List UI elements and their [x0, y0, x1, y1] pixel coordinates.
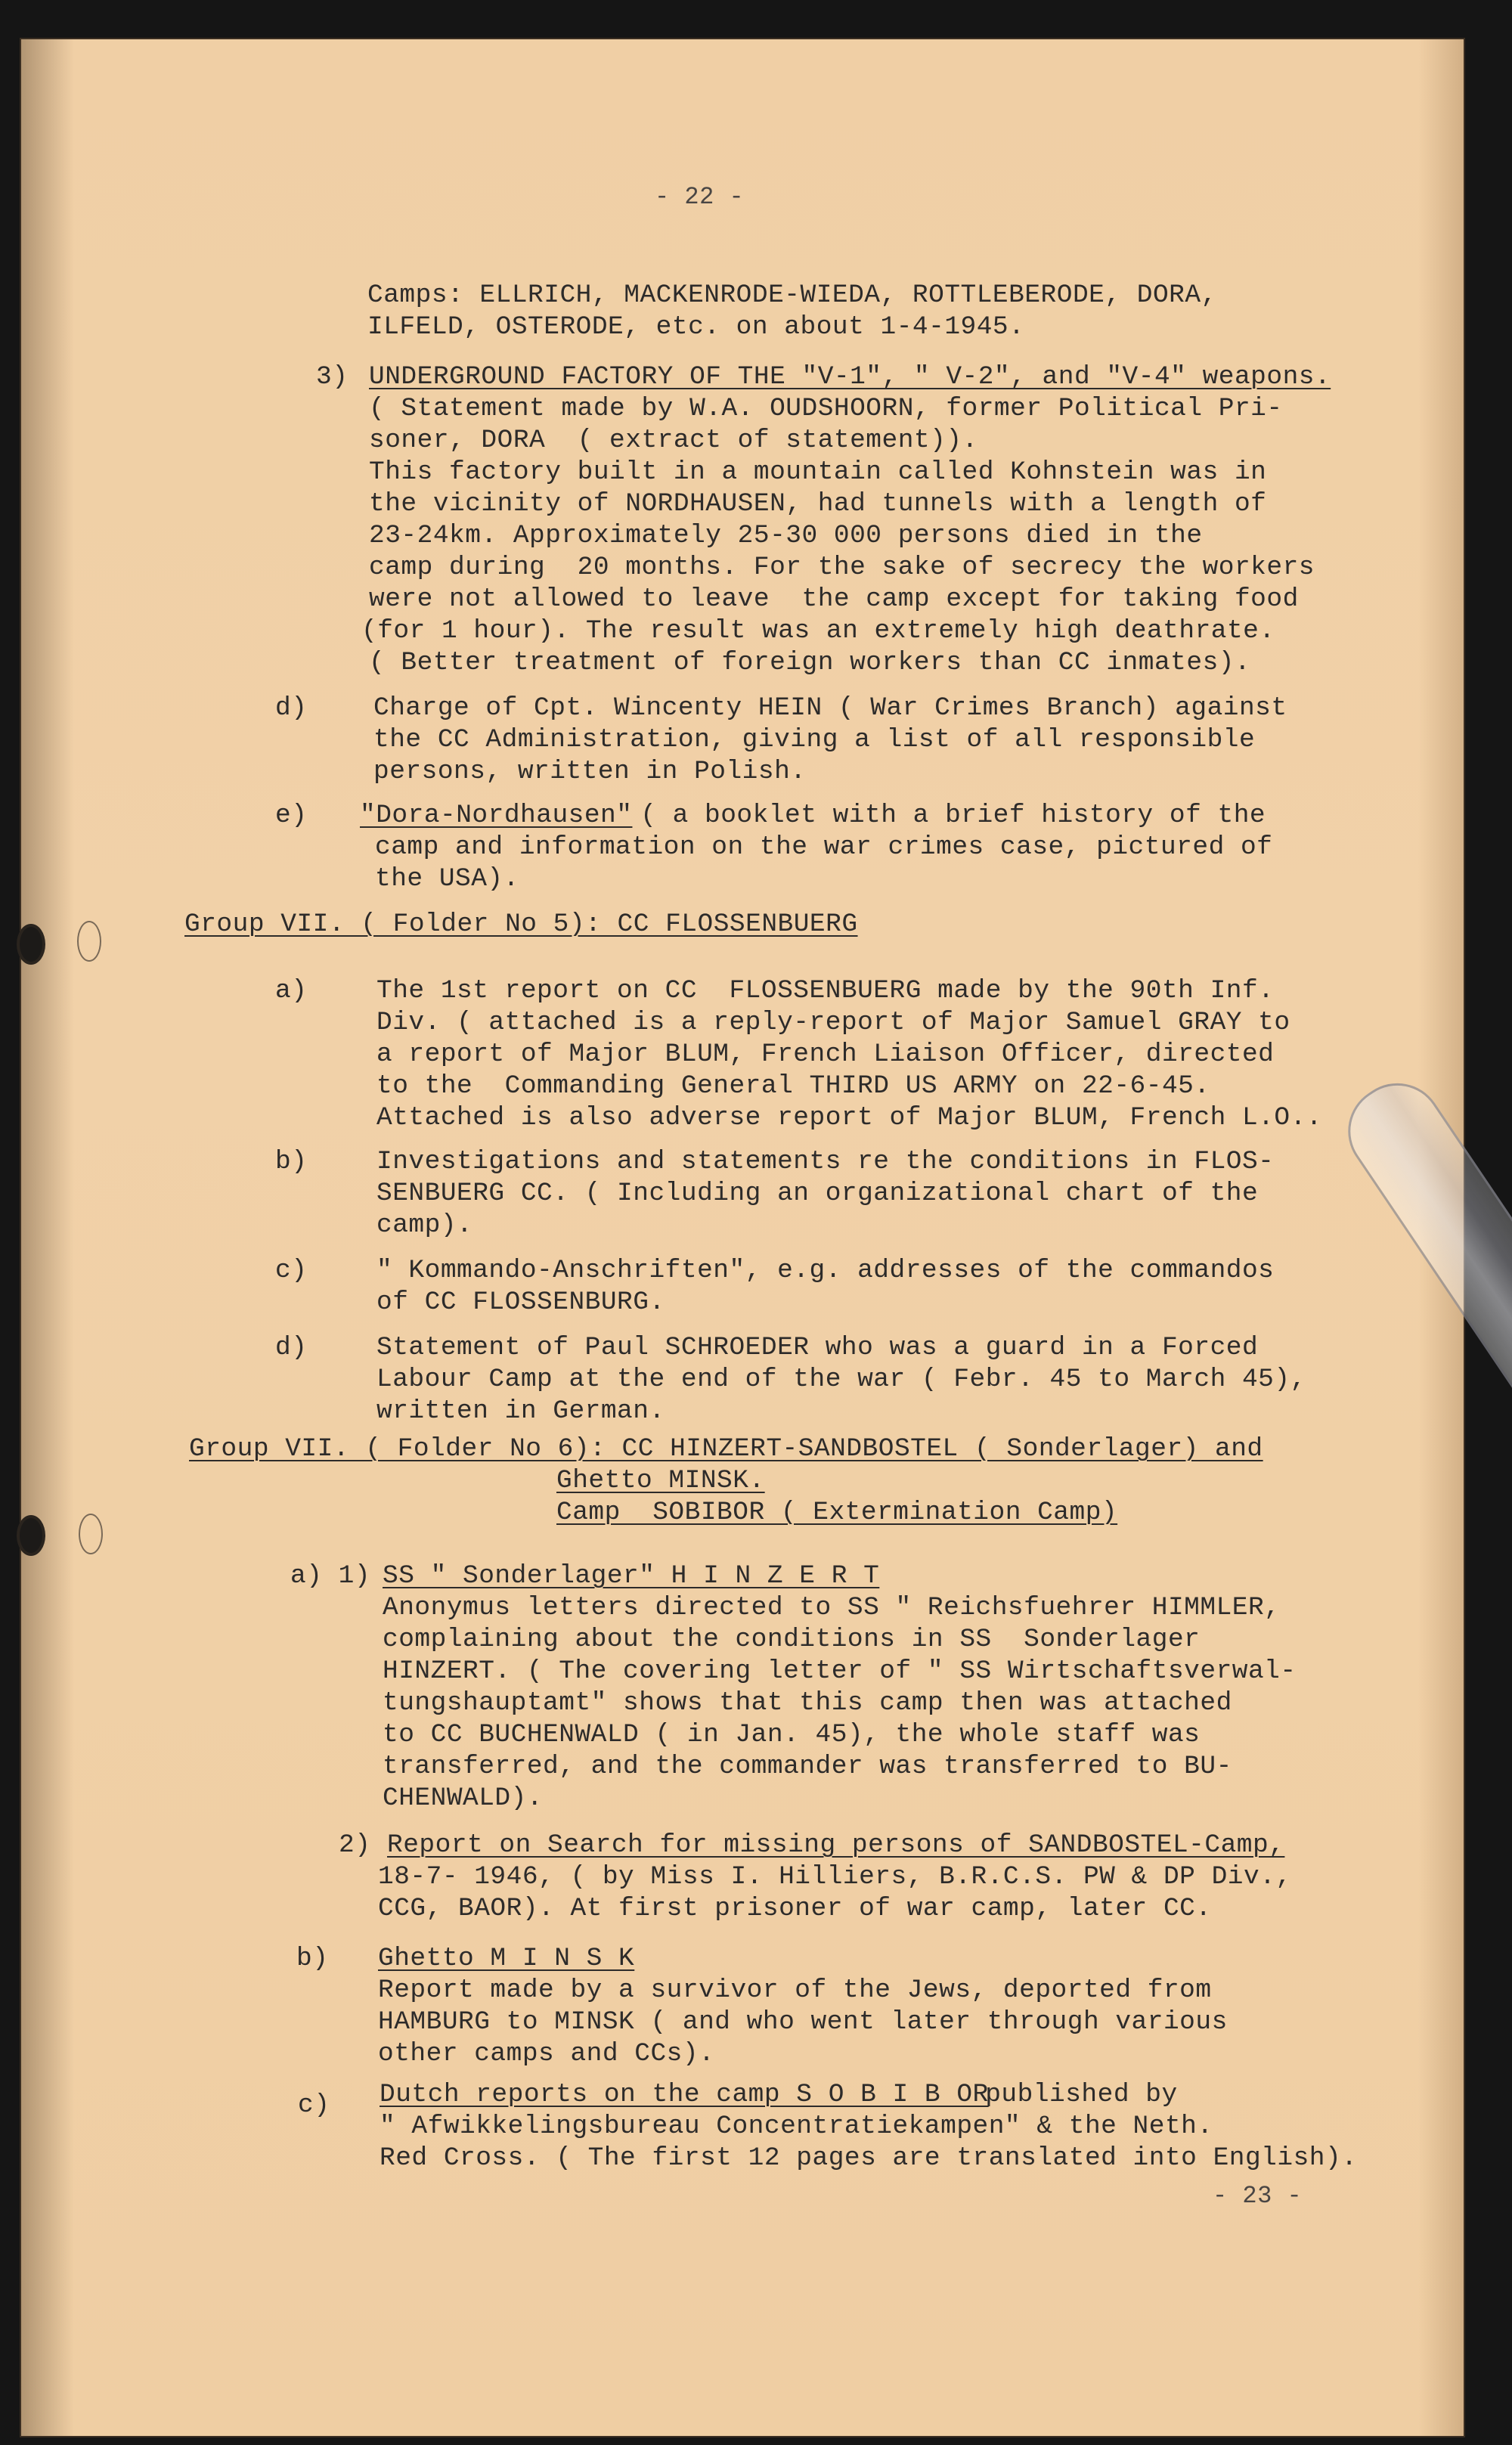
text-line: CCG, BAOR). At first prisoner of war camp, later CC.: [378, 1894, 1212, 1923]
text-line: tungshauptamt" shows that this camp then was attached: [383, 1688, 1232, 1718]
text-line: Labour Camp at the end of the war ( Febr. 45 to March 45),: [376, 1365, 1306, 1394]
text-line: HINZERT. ( The covering letter of " SS Wirtschaftsverwal-: [383, 1656, 1297, 1686]
subsection-heading-minsk: Ghetto M I N S K: [378, 1944, 635, 1973]
subsection-heading-sobibor: Dutch reports on the camp S O B I B OR: [380, 2080, 989, 2109]
text-line: published by: [969, 2080, 1178, 2109]
text-line: This factory built in a mountain called Kohnstein was in: [369, 457, 1267, 487]
text-line: SENBUERG CC. ( Including an organizational chart of the: [376, 1179, 1259, 1208]
text-line: to CC BUCHENWALD ( in Jan. 45), the whole staff was: [383, 1720, 1201, 1749]
text-line: Statement of Paul SCHROEDER who was a guard in a Forced: [376, 1333, 1259, 1362]
item-marker: c): [275, 1256, 308, 1285]
text-line: soner, DORA ( extract of statement)).: [369, 426, 978, 455]
item-marker: 3): [316, 362, 349, 392]
text-line: 23-24km. Approximately 25-30 000 persons died in the: [369, 521, 1203, 550]
item-marker: b): [296, 1944, 329, 1973]
booklet-title: "Dora-Nordhausen": [360, 801, 633, 830]
text-line: " Kommando-Anschriften", e.g. addresses of the commandos: [376, 1256, 1275, 1285]
group-heading-folder-6: Group VII. ( Folder No 6): CC HINZERT-SANDBOSTEL ( Sonderlager) and: [189, 1434, 1263, 1464]
page-number-top: - 22 -: [655, 183, 745, 211]
item-marker: d): [275, 1333, 308, 1362]
text-line: were not allowed to leave the camp except for taking food: [369, 584, 1299, 614]
group-heading-ghetto-minsk: Ghetto MINSK.: [556, 1466, 765, 1495]
text-line: (for 1 hour). The result was an extremely high deathrate.: [361, 616, 1275, 646]
text-line: camp and information on the war crimes case, pictured of: [375, 832, 1273, 862]
item-marker: a): [275, 976, 308, 1006]
text-line: ILFELD, OSTERODE, etc. on about 1-4-1945.: [367, 312, 1025, 342]
item-marker: 2): [339, 1830, 371, 1860]
text-line: Investigations and statements re the conditions in FLOS-: [376, 1147, 1275, 1176]
text-line: the vicinity of NORDHAUSEN, had tunnels with a length of: [369, 489, 1267, 519]
text-line: Charge of Cpt. Wincenty HEIN ( War Crimes Branch) against: [373, 693, 1287, 723]
item-marker: e): [275, 801, 308, 830]
subsection-heading-sandbostel: Report on Search for missing persons of SANDBOSTEL-Camp,: [387, 1830, 1285, 1860]
text-line: ( Statement made by W.A. OUDSHOORN, former Political Pri-: [369, 394, 1283, 423]
text-line: a report of Major BLUM, French Liaison Officer, directed: [376, 1040, 1275, 1069]
text-line: persons, written in Polish.: [373, 757, 807, 786]
text-line: HAMBURG to MINSK ( and who went later through various: [378, 2007, 1228, 2037]
spine-shadow: [21, 39, 74, 2436]
text-line: Div. ( attached is a reply-report of Major Samuel GRAY to: [376, 1008, 1290, 1037]
item-marker: a) 1): [290, 1561, 371, 1591]
text-line: ( Better treatment of foreign workers than CC inmates).: [369, 648, 1251, 677]
punch-ring-lower: [79, 1514, 103, 1554]
text-line: the USA).: [375, 864, 519, 894]
text-line: to the Commanding General THIRD US ARMY on 22-6-45.: [376, 1071, 1210, 1101]
punch-hole-lower: [17, 1515, 45, 1556]
text-line: transferred, and the commander was transferred to BU-: [383, 1752, 1232, 1781]
text-line: Red Cross. ( The first 12 pages are translated into English).: [380, 2143, 1358, 2173]
subsection-heading-hinzert: SS " Sonderlager" H I N Z E R T: [383, 1561, 880, 1591]
page-number-bottom: - 23 -: [1213, 2182, 1303, 2210]
text-line: other camps and CCs).: [378, 2039, 715, 2068]
item-marker: b): [275, 1147, 308, 1176]
text-line: Anonymus letters directed to SS " Reichsfuehrer HIMMLER,: [383, 1593, 1281, 1622]
item-marker: d): [275, 693, 308, 723]
text-line: camp during 20 months. For the sake of secrecy the workers: [369, 553, 1315, 582]
text-line: " Afwikkelingsbureau Concentratiekampen" & the Neth.: [380, 2112, 1213, 2141]
text-line: CHENWALD).: [383, 1783, 544, 1813]
text-line: Report made by a survivor of the Jews, deported from: [378, 1976, 1212, 2005]
punch-hole-upper: [17, 924, 45, 965]
text-line: the CC Administration, giving a list of all responsible: [373, 725, 1256, 755]
section-heading: UNDERGROUND FACTORY OF THE "V-1", " V-2", and "V-4" weapons.: [369, 362, 1331, 392]
item-marker: c): [298, 2090, 330, 2120]
text-line: 18-7- 1946, ( by Miss I. Hilliers, B.R.C.S. PW & DP Div.,: [378, 1862, 1292, 1892]
text-line: camp).: [376, 1210, 473, 1240]
text-line: Camps: ELLRICH, MACKENRODE-WIEDA, ROTTLEBERODE, DORA,: [367, 280, 1217, 310]
text-line: of CC FLOSSENBURG.: [376, 1288, 665, 1317]
text-line: Attached is also adverse report of Major BLUM, French L.O..: [376, 1103, 1322, 1133]
group-heading-folder-5: Group VII. ( Folder No 5): CC FLOSSENBUERG: [184, 910, 858, 939]
punch-ring-upper: [77, 921, 101, 962]
group-heading-sobibor: Camp SOBIBOR ( Extermination Camp): [556, 1498, 1118, 1527]
text-line: ( a booklet with a brief history of the: [624, 801, 1266, 830]
text-line: complaining about the conditions in SS Sonderlager: [383, 1625, 1201, 1654]
text-line: The 1st report on CC FLOSSENBUERG made by the 90th Inf.: [376, 976, 1275, 1006]
text-line: written in German.: [376, 1396, 665, 1426]
